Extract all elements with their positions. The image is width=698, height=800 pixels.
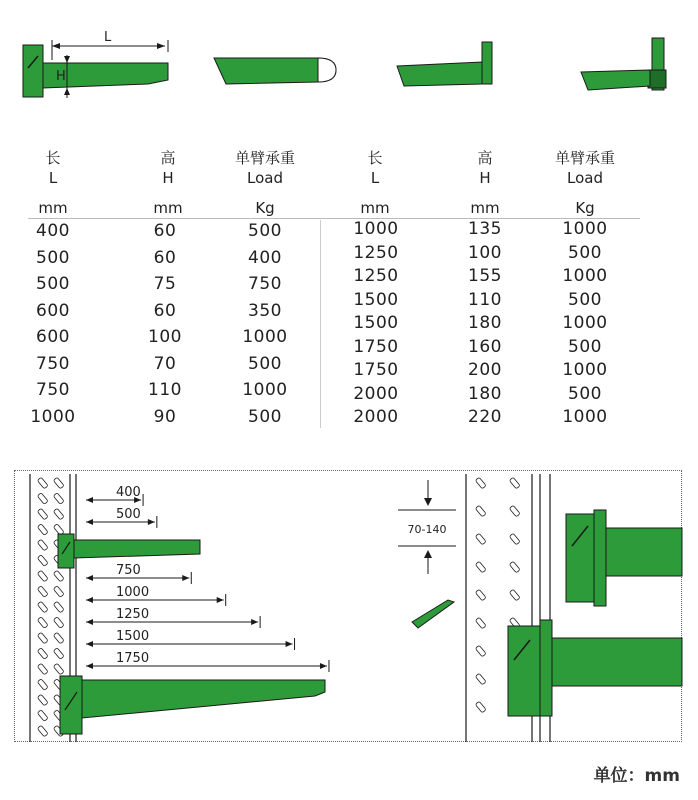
column-slot <box>475 477 486 489</box>
long-arm <box>60 676 325 734</box>
column-slot <box>37 524 48 536</box>
table-cell: 1000 <box>242 327 288 347</box>
unit-height: mm <box>470 199 500 217</box>
length-label: 400 <box>116 485 141 500</box>
table-cell: 400 <box>36 221 70 241</box>
table-cell: 1500 <box>353 289 399 310</box>
unit-load: Kg <box>575 199 595 217</box>
column-slot <box>37 539 48 551</box>
table-cell: 155 <box>468 266 502 286</box>
table-cell: 1750 <box>353 360 399 380</box>
length-arrow <box>86 575 93 581</box>
table-cell: 500 <box>248 406 282 427</box>
column-slot <box>509 589 520 601</box>
table-cell: 600 <box>36 327 70 347</box>
length-arrow <box>182 575 189 581</box>
table-cell: 160 <box>468 336 502 357</box>
table-cell: 500 <box>568 242 602 263</box>
right-lower-arm <box>508 620 682 716</box>
header-height: 高 H <box>160 149 176 187</box>
table-cell: 350 <box>248 300 282 321</box>
header-length: 长 L <box>45 149 61 187</box>
length-label: 1250 <box>116 607 150 622</box>
column-slot <box>475 533 486 545</box>
table-cell: 1000 <box>353 219 399 239</box>
table-cell: 1000 <box>242 380 288 400</box>
column-slot <box>37 477 48 489</box>
table-cell: 1000 <box>562 407 608 427</box>
column-slot <box>53 508 64 520</box>
dim-L-label: L <box>104 30 112 45</box>
length-label: 750 <box>116 563 141 578</box>
length-arrow <box>217 597 224 603</box>
installation-diagram <box>0 470 698 745</box>
right-upper-arm <box>566 510 682 606</box>
column-slot <box>53 601 64 613</box>
column-slot <box>475 645 486 657</box>
table-cell: 110 <box>148 380 182 400</box>
column-slot <box>37 632 48 644</box>
table-cell: 1000 <box>562 219 608 239</box>
column-slot <box>509 533 520 545</box>
length-label: 500 <box>116 507 141 522</box>
length-label: 1000 <box>116 585 150 600</box>
table-cell: 2000 <box>353 407 399 427</box>
column-slot <box>37 710 48 722</box>
column-slot <box>37 694 48 706</box>
unit-load: Kg <box>255 199 275 217</box>
column-slot <box>37 648 48 660</box>
length-arrow <box>86 497 93 503</box>
column-slot <box>37 725 48 737</box>
column-slot <box>475 561 486 573</box>
column-slot <box>475 589 486 601</box>
column-slot <box>37 586 48 598</box>
column-slot <box>37 663 48 675</box>
table-cell: 100 <box>148 327 182 347</box>
table-cell: 180 <box>468 383 502 404</box>
column-slot <box>53 586 64 598</box>
loose-arm-piece <box>412 600 454 628</box>
table-divider <box>320 220 321 428</box>
column-slot <box>475 701 486 713</box>
table-cell: 75 <box>153 274 177 294</box>
length-arrow <box>148 519 155 525</box>
column-slot <box>53 632 64 644</box>
column-slot <box>509 477 520 489</box>
table-cell: 500 <box>36 247 70 268</box>
column-slot <box>53 617 64 629</box>
arm-type-1 <box>23 30 168 98</box>
length-arrow <box>286 641 293 647</box>
unit-length: mm <box>38 199 68 217</box>
unit-label: 单位：mm <box>593 766 680 786</box>
table-cell: 500 <box>568 336 602 357</box>
table-cell: 110 <box>468 289 502 310</box>
column-slot <box>53 477 64 489</box>
table-cell: 1000 <box>562 266 608 286</box>
table-cell: 1250 <box>353 242 399 263</box>
header-load: 单臂承重 Load <box>234 149 295 187</box>
table-cell: 500 <box>36 274 70 294</box>
table-cell: 400 <box>248 247 282 268</box>
table-cell: 135 <box>468 219 502 239</box>
length-arrow <box>320 663 327 669</box>
table-cell: 1500 <box>353 313 399 333</box>
length-arrow <box>86 619 93 625</box>
length-dimensions <box>86 485 329 672</box>
arm-types-diagram <box>0 0 698 120</box>
column-slot <box>475 617 486 629</box>
unit-length: mm <box>360 199 390 217</box>
length-arrow <box>86 663 93 669</box>
column-slot <box>509 561 520 573</box>
column-slot <box>53 663 64 675</box>
column-slot <box>37 570 48 582</box>
unit-height: mm <box>153 199 183 217</box>
table-cell: 500 <box>568 383 602 404</box>
dim-H-label: H <box>56 69 66 84</box>
header-length: 长 L <box>367 149 383 187</box>
length-arrow <box>86 597 93 603</box>
spacing-label: 70-140 <box>407 523 447 536</box>
arm-type-3 <box>397 42 492 86</box>
header-height: 高 H <box>477 149 493 187</box>
table-cell: 1000 <box>562 313 608 333</box>
table-cell: 200 <box>468 360 502 380</box>
table-cell: 100 <box>468 242 502 263</box>
table-cell: 750 <box>36 380 70 400</box>
column-slot <box>37 493 48 505</box>
table-cell: 2000 <box>353 383 399 404</box>
table-cell: 60 <box>153 221 177 241</box>
table-cell: 90 <box>153 406 177 427</box>
table-cell: 1000 <box>562 360 608 380</box>
column-slot <box>37 555 48 567</box>
column-slot <box>53 493 64 505</box>
column-slot <box>509 505 520 517</box>
arm-type-2 <box>214 58 336 84</box>
table-cell: 1250 <box>353 266 399 286</box>
column-slot <box>475 673 486 685</box>
table-cell: 180 <box>468 313 502 333</box>
table-cell: 600 <box>36 300 70 321</box>
column-slot <box>53 570 64 582</box>
column-slot <box>37 601 48 613</box>
column-slot <box>53 648 64 660</box>
table-cell: 220 <box>468 407 502 427</box>
table-cell: 500 <box>248 221 282 241</box>
table-cell: 750 <box>248 274 282 294</box>
length-label: 1750 <box>116 651 150 666</box>
arm-type-4 <box>581 38 666 90</box>
length-arrow <box>86 641 93 647</box>
header-load: 单臂承重 Load <box>554 149 615 187</box>
length-label: 1500 <box>116 629 150 644</box>
table-cell: 1750 <box>353 336 399 357</box>
table-cell: 500 <box>568 289 602 310</box>
column-slot <box>37 679 48 691</box>
table-cell: 500 <box>248 353 282 374</box>
column-slot <box>37 617 48 629</box>
table-cell: 60 <box>153 300 177 321</box>
table-cell: 70 <box>153 353 177 374</box>
spacing-indicator <box>398 480 456 574</box>
length-arrow <box>251 619 258 625</box>
column-slot <box>37 508 48 520</box>
column-slot <box>475 505 486 517</box>
table-cell: 1000 <box>30 406 76 427</box>
table-cell: 750 <box>36 353 70 374</box>
table-cell: 60 <box>153 247 177 268</box>
length-arrow <box>86 519 93 525</box>
